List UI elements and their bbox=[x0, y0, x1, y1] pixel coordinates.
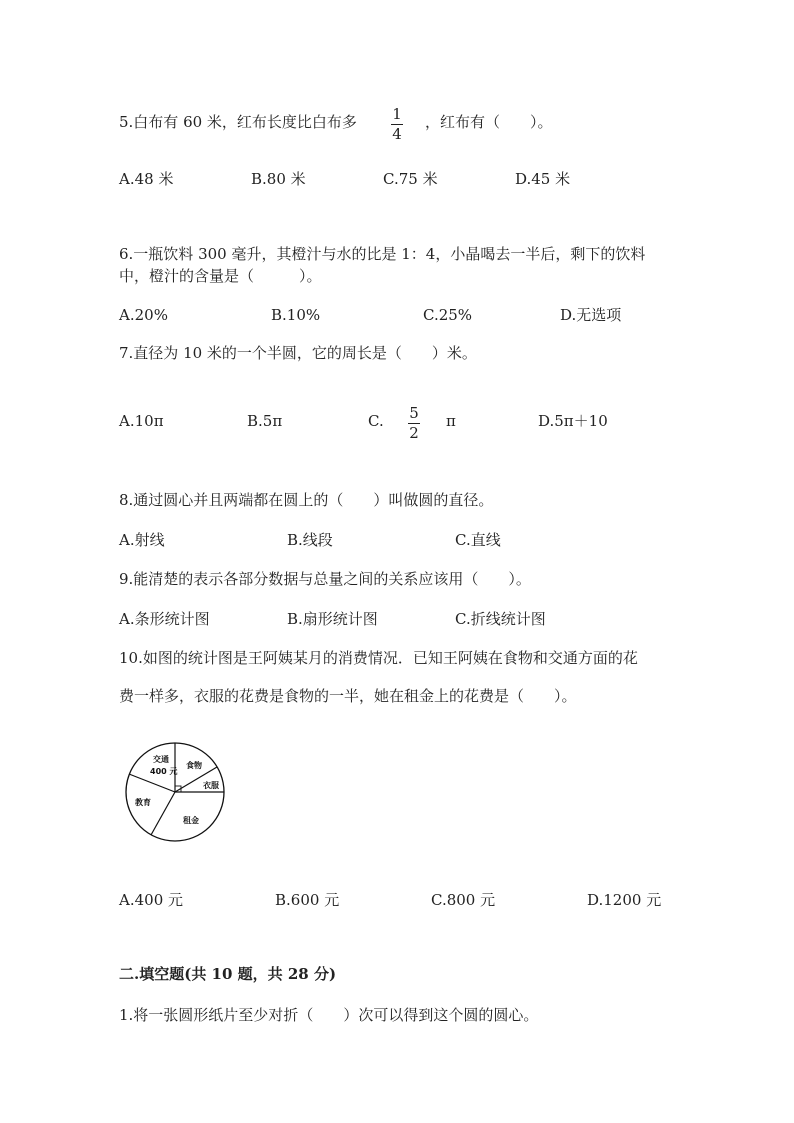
q7-option-a: A.10π bbox=[119, 412, 164, 430]
pie-label-transport: 交通 bbox=[153, 755, 169, 764]
q7-option-d: D.5π＋10 bbox=[538, 412, 608, 430]
q9-option-b: B.扇形统计图 bbox=[287, 610, 378, 628]
q7-c-fraction bbox=[408, 405, 420, 442]
q5-option-d: D.45 米 bbox=[515, 170, 571, 188]
section2-q1-stem: 1.将一张圆形纸片至少对折（ ）次可以得到这个圆的圆心。 bbox=[119, 1006, 539, 1024]
q8-option-b: B.线段 bbox=[287, 531, 333, 549]
q5-fraction bbox=[391, 106, 403, 143]
q8-stem: 8.通过圆心并且两端都在圆上的（ ）叫做圆的直径。 bbox=[119, 491, 494, 509]
section-title: 二.填空题(共 10 题，共 28 分) bbox=[119, 965, 337, 983]
q9-stem: 9.能清楚的表示各部分数据与总量之间的关系应该用（ ）。 bbox=[119, 570, 531, 588]
q5-option-a: A.48 米 bbox=[119, 170, 174, 188]
q6-option-c: C.25% bbox=[423, 306, 473, 324]
q5-frac-den: 4 bbox=[392, 125, 402, 143]
q7-stem: 7.直径为 10 米的一个半圆，它的周长是（ ）米。 bbox=[119, 344, 477, 362]
q9-option-c: C.折线统计图 bbox=[455, 610, 546, 628]
q6-stem-line1: 6.一瓶饮料 300 毫升，其橙汁与水的比是 1：4，小晶喝去一半后，剩下的饮料 bbox=[119, 245, 646, 263]
q5-option-c: C.75 米 bbox=[383, 170, 438, 188]
q7-c-frac-den: 2 bbox=[409, 424, 419, 442]
q5-frac-num: 1 bbox=[392, 105, 402, 123]
q8-option-c: C.直线 bbox=[455, 531, 501, 549]
q6-option-d: D.无选项 bbox=[560, 306, 622, 324]
q10-option-a: A.400 元 bbox=[119, 891, 183, 909]
q10-option-c: C.800 元 bbox=[431, 891, 496, 909]
q6-option-a: A.20% bbox=[119, 306, 168, 324]
q6-option-b: B.10% bbox=[271, 306, 321, 324]
pie-label-transport-value: 400 元 bbox=[150, 767, 178, 776]
q8-option-a: A.射线 bbox=[119, 531, 165, 549]
q10-stem-line2: 费一样多，衣服的花费是食物的一半，她在租金上的花费是（ ）。 bbox=[119, 687, 577, 705]
q10-pie-chart bbox=[120, 737, 230, 847]
q10-option-d: D.1200 元 bbox=[587, 891, 662, 909]
q7-c-pi: π bbox=[446, 412, 456, 430]
q6-stem-line2: 中，橙汁的含量是（ ）。 bbox=[119, 267, 322, 285]
q10-stem-line1: 10.如图的统计图是王阿姨某月的消费情况．已知王阿姨在食物和交通方面的花 bbox=[119, 649, 638, 667]
q5-stem-b: ，红布有（ ）。 bbox=[425, 113, 553, 131]
pie-label-clothes: 衣服 bbox=[203, 781, 219, 790]
q9-option-a: A.条形统计图 bbox=[119, 610, 210, 628]
q5-option-b: B.80 米 bbox=[251, 170, 306, 188]
q7-option-c: C. bbox=[368, 412, 384, 430]
pie-label-education: 教育 bbox=[135, 798, 151, 807]
pie-label-rent: 租金 bbox=[183, 816, 199, 825]
q7-option-b: B.5π bbox=[247, 412, 283, 430]
q7-c-frac-num: 5 bbox=[409, 404, 419, 422]
q10-option-b: B.600 元 bbox=[275, 891, 340, 909]
pie-label-food: 食物 bbox=[186, 761, 202, 770]
q5-stem-a: 5.白布有 60 米，红布长度比白布多 bbox=[119, 113, 357, 131]
